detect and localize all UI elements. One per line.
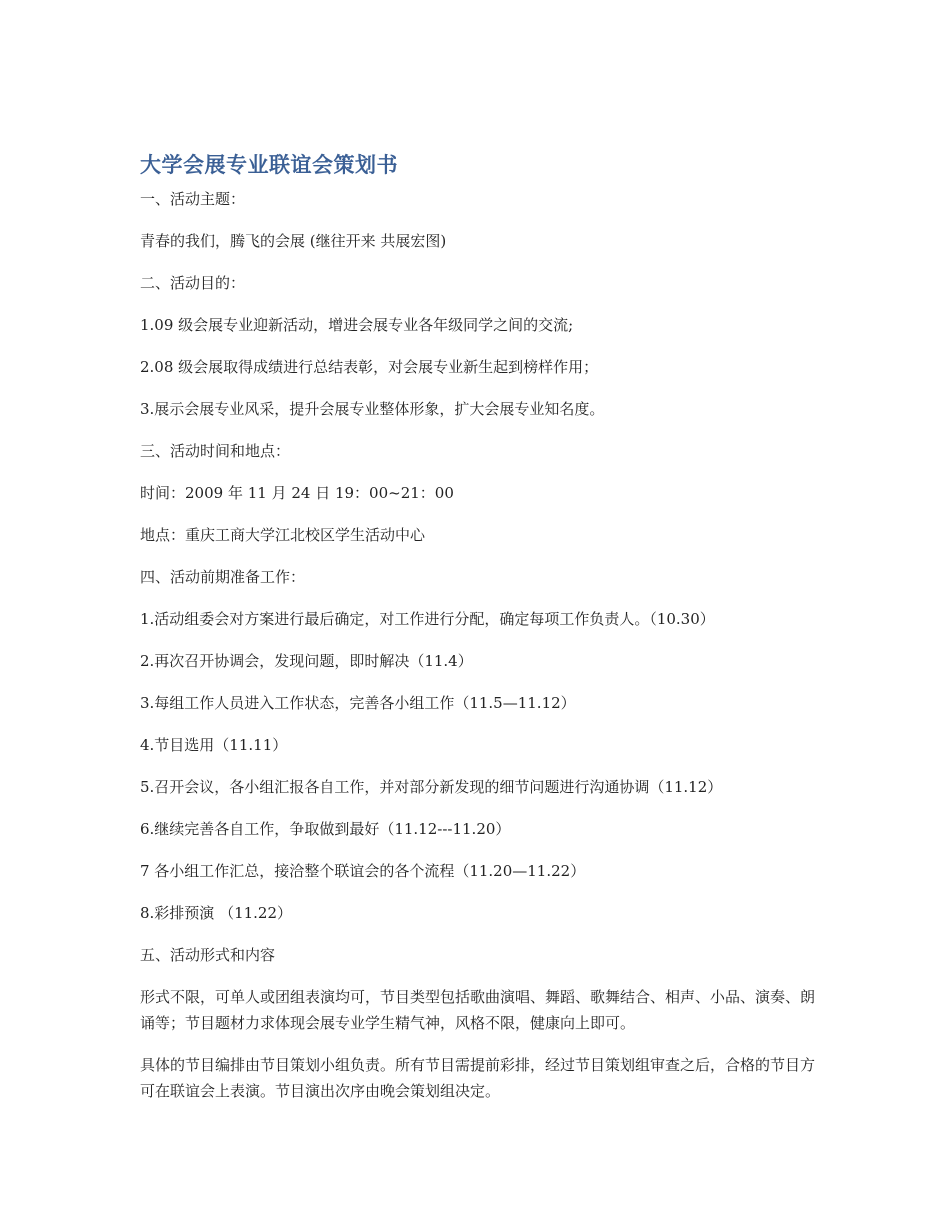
paragraph-format-1: 形式不限，可单人或团组表演均可，节目类型包括歌曲演唱、舞蹈、歌舞结合、相声、小品、演奏、朗诵等；节目题材力求体现会展专业学生精气神，风格不限，健康向上即可。 [140,988,816,1032]
paragraph-theme-text: 青春的我们，腾飞的会展 (继往开来 共展宏图) [140,232,447,250]
paragraph-prep-8: 8.彩排预演 （11.22） [140,904,293,922]
paragraph-prep-2: 2.再次召开协调会，发现问题，即时解决（11.4） [140,652,473,670]
paragraph-prep-6: 6.继续完善各自工作，争取做到最好（11.12---11.20） [140,820,511,838]
paragraph-place: 地点：重庆工商大学江北校区学生活动中心 [140,526,426,544]
document-title: 大学会展专业联谊会策划书 [140,153,398,177]
section-heading-theme: 一、活动主题： [140,190,246,208]
document-page [140,150,820,1120]
section-heading-format: 五、活动形式和内容 [140,946,276,964]
paragraph-purpose-3: 3.展示会展专业风采，提升会展专业整体形象，扩大会展专业知名度。 [140,400,605,418]
section-heading-time-place: 三、活动时间和地点： [140,442,291,460]
paragraph-format-2: 具体的节目编排由节目策划小组负责。所有节目需提前彩排，经过节目策划组审查之后，合格的节目方可在联谊会上表演。节目演出次序由晚会策划组决定。 [140,1056,816,1100]
paragraph-purpose-1: 1.09 级会展专业迎新活动，增进会展专业各年级同学之间的交流; [140,316,574,334]
section-heading-preparation: 四、活动前期准备工作： [140,568,306,586]
paragraph-purpose-2: 2.08 级会展取得成绩进行总结表彰，对会展专业新生起到榜样作用； [140,358,599,376]
section-heading-purpose: 二、活动目的： [140,274,246,292]
paragraph-prep-4: 4.节目选用（11.11） [140,736,288,754]
paragraph-prep-5: 5.召开会议，各小组汇报各自工作，并对部分新发现的细节问题进行沟通协调（11.12） [140,778,723,796]
paragraph-time: 时间：2009 年 11 月 24 日 19：00~21：00 [140,484,454,502]
paragraph-prep-7: 7 各小组工作汇总，接洽整个联谊会的各个流程（11.20—11.22） [140,862,586,880]
paragraph-prep-1: 1.活动组委会对方案进行最后确定，对工作进行分配，确定每项工作负责人。（10.30） [140,610,715,628]
paragraph-prep-3: 3.每组工作人员进入工作状态，完善各小组工作（11.5—11.12） [140,694,576,712]
